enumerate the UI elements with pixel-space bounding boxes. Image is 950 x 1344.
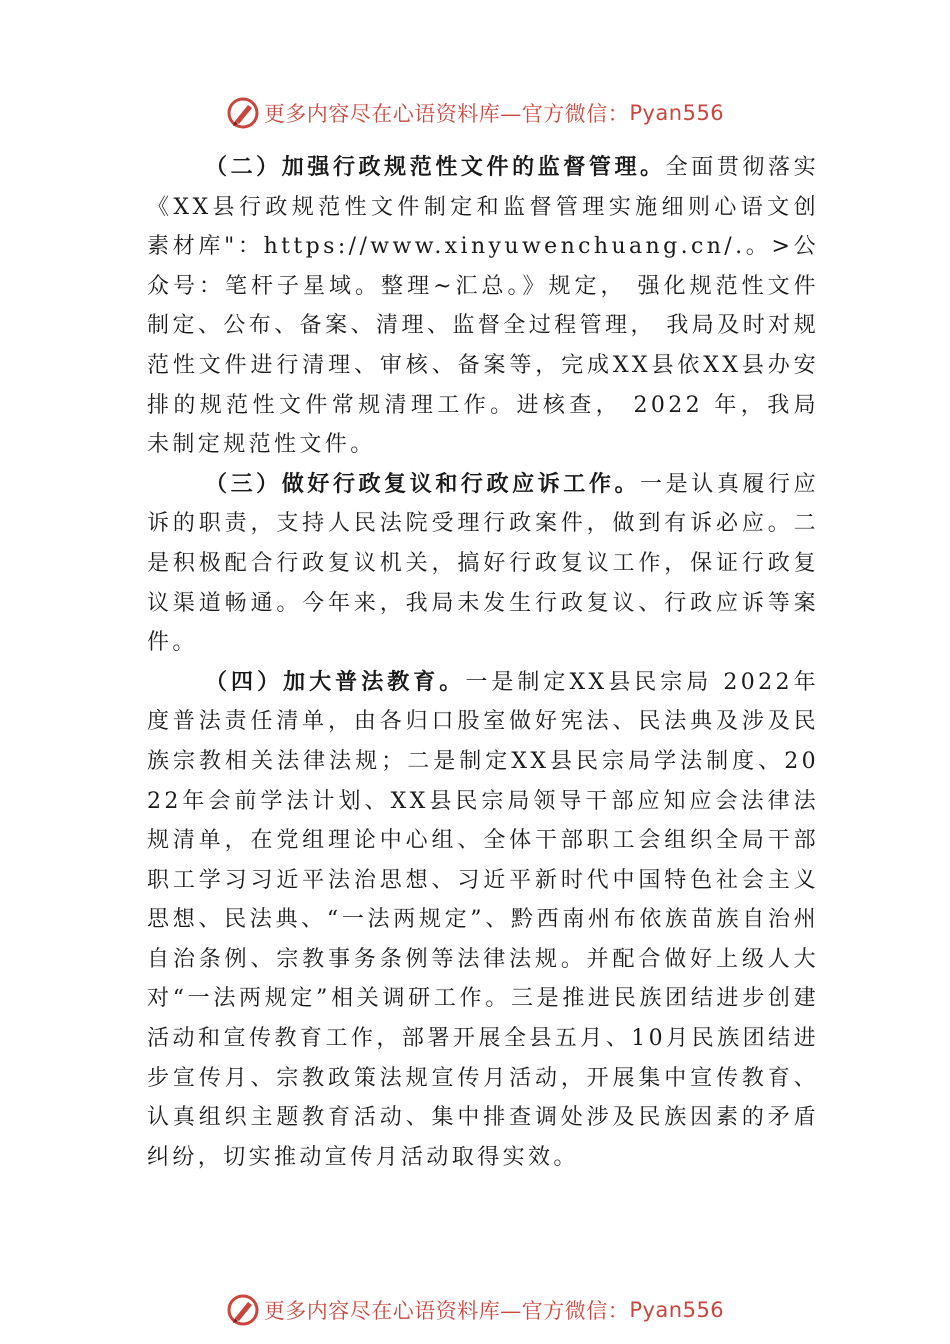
- pen-logo-icon: [226, 96, 260, 130]
- banner-wechat-id: Pyan556: [629, 101, 725, 125]
- banner-text: 更多内容尽在心语资料库—官方微信：: [263, 102, 630, 126]
- paragraph-heading: （四）加大普法教育。: [205, 668, 466, 695]
- pen-logo-icon: [226, 1293, 260, 1327]
- paragraph: [147, 148, 819, 465]
- footer-banner: [0, 1290, 950, 1330]
- paragraph-heading: （三）做好行政复议和行政应诉工作。: [205, 470, 641, 497]
- header-banner: [0, 93, 950, 133]
- document-body: [147, 148, 819, 1177]
- paragraph-text: 全面贯彻落实《XX县行政规范性文件制定和监督管理实施细则心语文创素材库"：https://www.xinyuwenchuang.cn/.。>公众号：笔杆子星域。整理~汇总。》规定， 强化规范性文件制定、公布、备案、清理、监督全过程管理， 我局及时对规范性文件进行清理、审核、备案等，完成XX县依XX县办安排的规范性文件常规清理工作。进核查， 2022 年，我局未制定规范性文件。: [147, 155, 819, 458]
- paragraph: [147, 465, 819, 663]
- banner-wechat-id: Pyan556: [629, 1298, 725, 1322]
- paragraph-heading: （二）加强行政规范性文件的监督管理。: [205, 154, 666, 180]
- banner-text: 更多内容尽在心语资料库—官方微信：: [263, 1299, 630, 1323]
- paragraph: [147, 663, 819, 1178]
- paragraph-text: 一是认真履行应诉的职责，支持人民法院受理行政案件，做到有诉必应。二是积极配合行政复议机关，搞好行政复议工作，保证行政复议渠道畅通。今年来，我局未发生行政复议、行政应诉等案件。: [147, 471, 819, 656]
- paragraph-text: 一是制定XX县民宗局 2022年度普法责任清单，由各归口股室做好宪法、民法典及涉及民族宗教相关法律法规；二是制定XX县民宗局学法制度、2022年会前学法计划、XX县民宗局领导干部应知应会法律法规清单，在党组理论中心组、全体干部职工会组织全局干部职工学习习近平法治思想、习近平新时代中国特色社会主义思想、民法典、“一法两规定”、黔西南州布依族苗族自治州自治条例、宗教事务条例等法律法规。并配合做好上级人大对“一法两规定”相关调研工作。三是推进民族团结进步创建活动和宣传教育工作，部署开展全县五月、10月民族团结进步宣传月、宗教政策法规宣传月活动，开展集中宣传教育、 认真组织主题教育活动、集中排查调处涉及民族因素的矛盾纠纷，切实推动宣传月活动取得实效。: [147, 669, 819, 1170]
